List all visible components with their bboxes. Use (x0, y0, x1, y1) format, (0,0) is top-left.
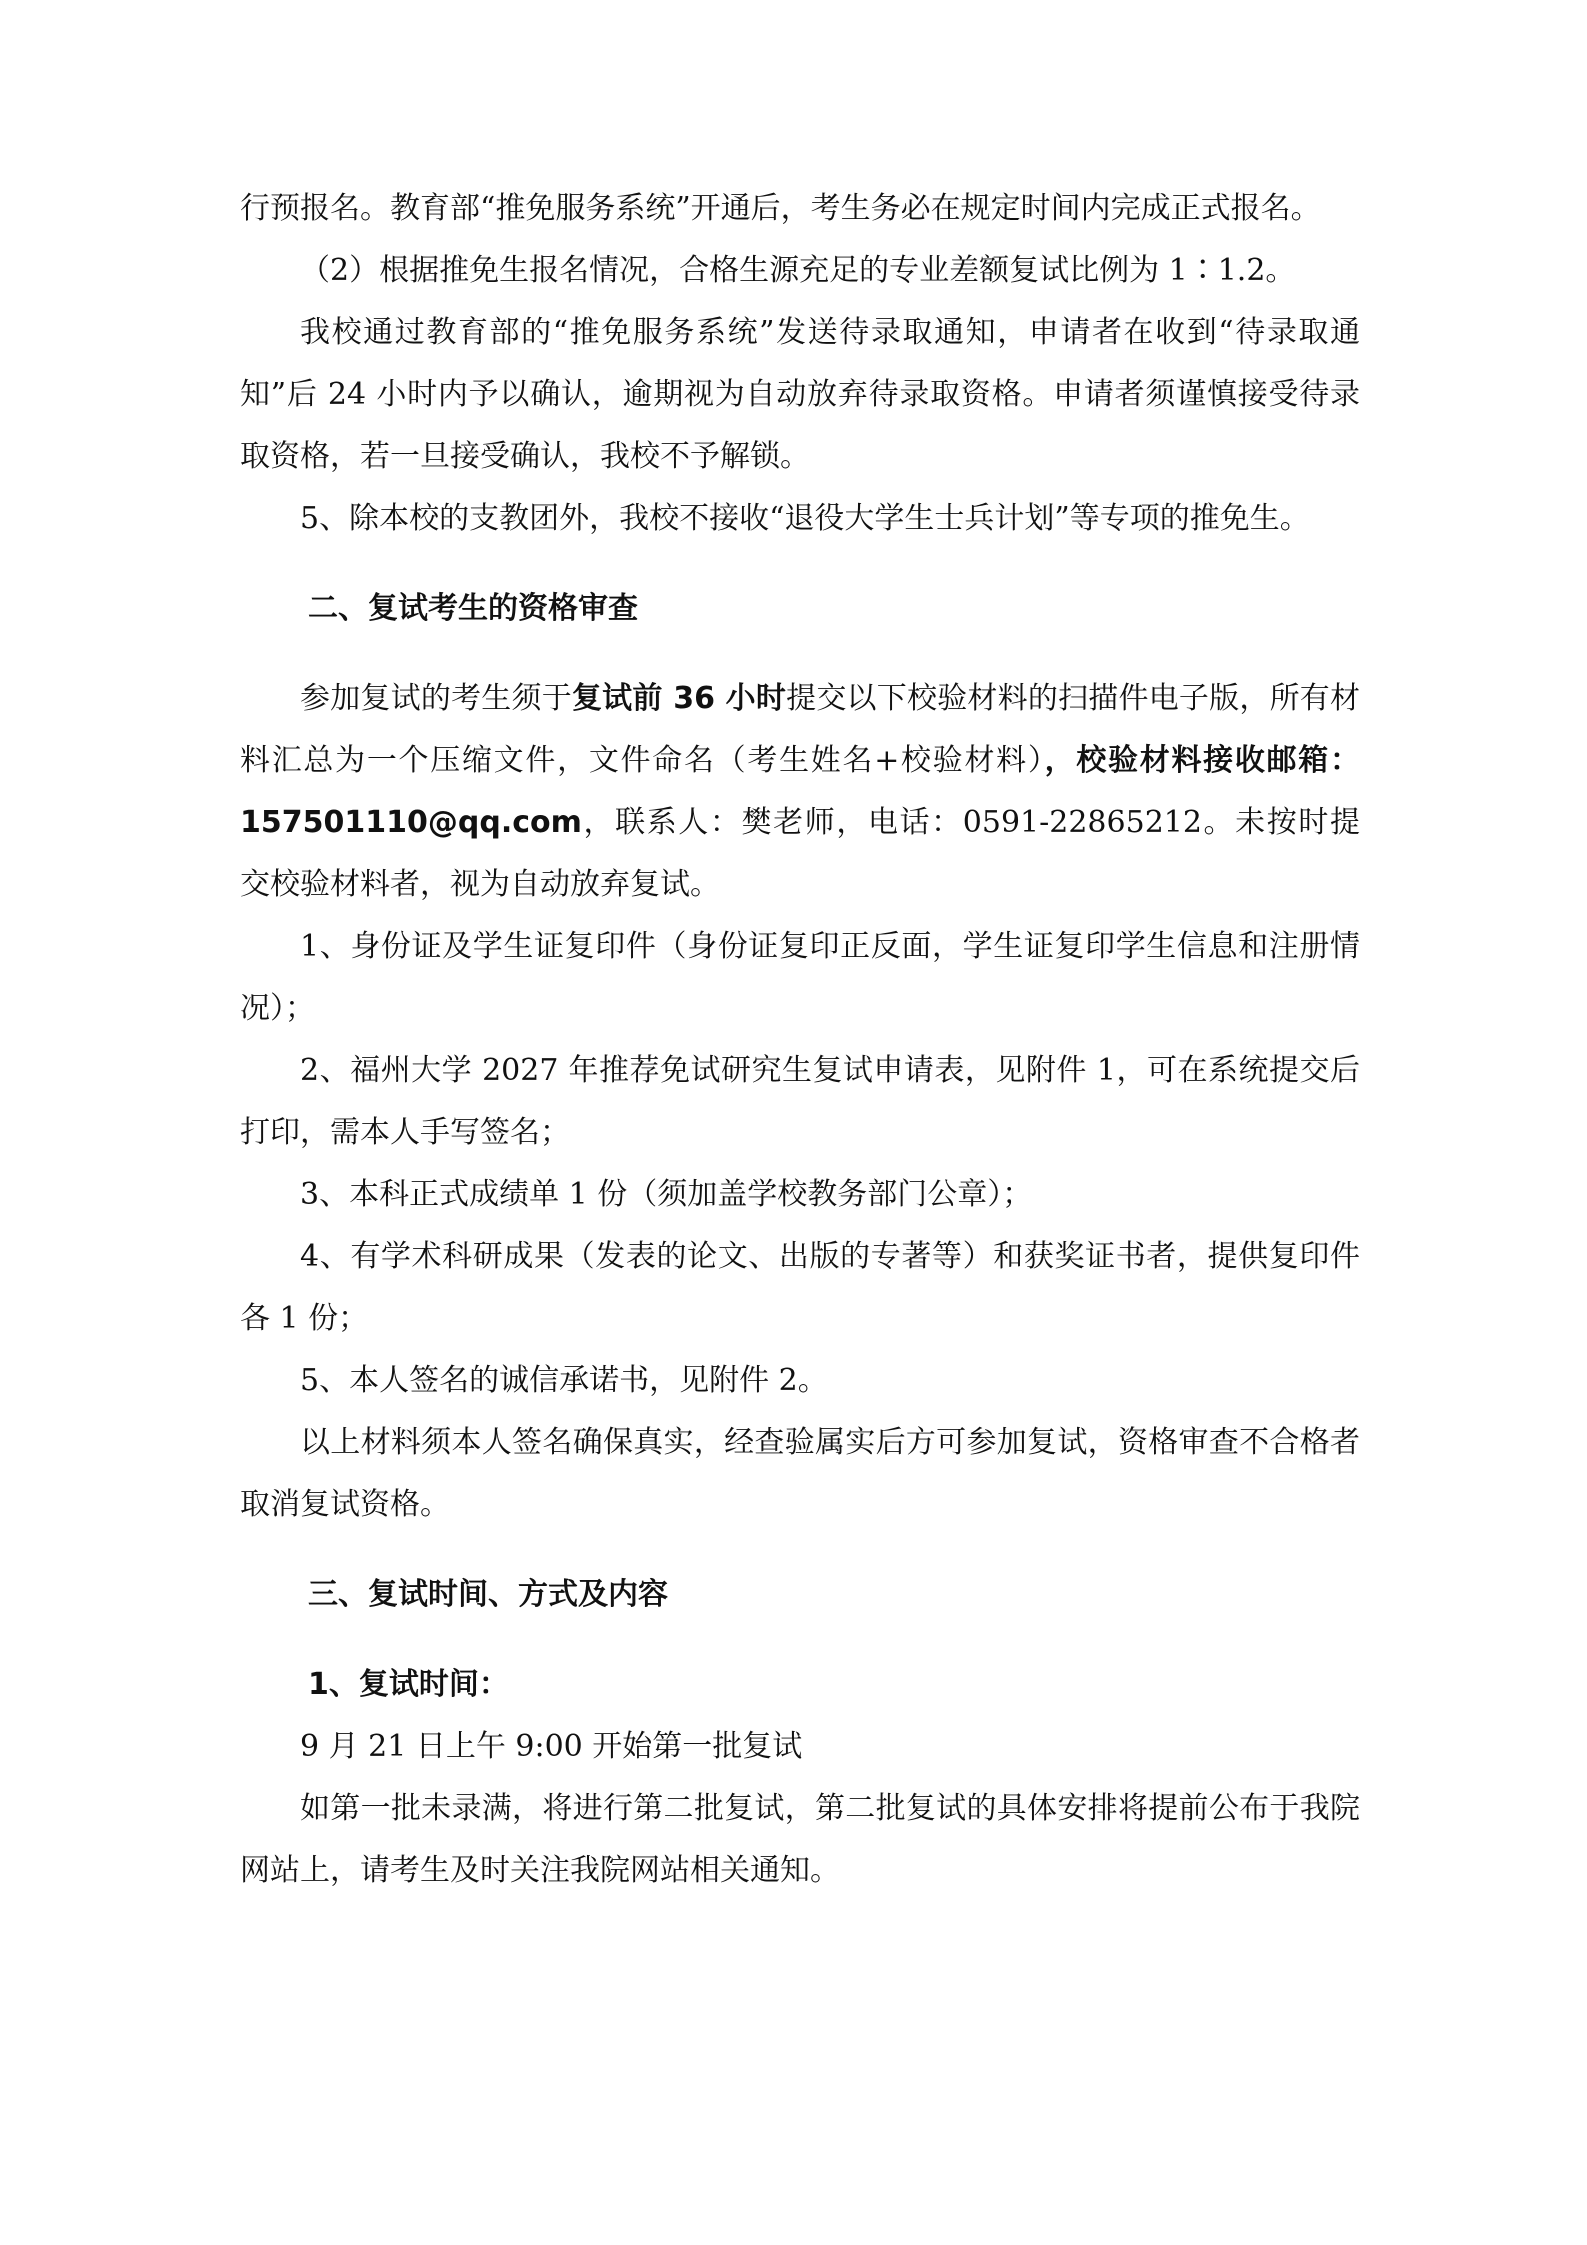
paragraph-admission-notice: 我校通过教育部的“推免服务系统”发送待录取通知，申请者在收到“待录取通知”后 24 小时内予以确认，逾期视为自动放弃待录取资格。申请者须谨慎接受待录取资格，若一旦接受确认，我校不予解锁。 (240, 315, 1360, 474)
section-2-closing: 以上材料须本人签名确保真实，经查验属实后方可参加复试，资格审查不合格者取消复试资格。 (240, 1425, 1360, 1522)
second-batch-paragraph: 如第一批未录满，将进行第二批复试，第二批复试的具体安排将提前公布于我院网站上，请考生及时关注我院网站相关通知。 (240, 1791, 1360, 1888)
section-3-sub1-heading: 1、复试时间： (308, 1667, 509, 1702)
intro-text-1: 参加复试的考生须于 (300, 681, 572, 716)
material-item-3: 3、本科正式成绩单 1 份（须加盖学校教务部门公章）； (300, 1177, 1033, 1212)
paragraph-interview-ratio: （2）根据推免生报名情况，合格生源充足的专业差额复试比例为 1∶1.2。 (300, 253, 1296, 288)
intro-text-5: ，联系人：樊老师，电话：0591-22865212。未按时提交校验材料者，视为自动放弃复试。 (240, 805, 1360, 902)
intro-email-bold: ，校验材料接收邮箱：157501110@qq.com (240, 743, 1361, 840)
material-item-4: 4、有学术科研成果（发表的论文、出版的专著等）和获奖证书者，提供复印件各 1 份； (240, 1239, 1360, 1336)
material-item-5: 5、本人签名的诚信承诺书，见附件 2。 (300, 1363, 828, 1398)
document-body (240, 178, 1360, 1902)
paragraph-continued-registration: 行预报名。教育部“推免服务系统”开通后，考生务必在规定时间内完成正式报名。 (240, 191, 1321, 226)
intro-text-3: 提交以下校验材料的扫描件电子版，所有材料汇总为一个压缩文件，文件命名（考生姓名+校验材料） (240, 681, 1361, 778)
material-item-2: 2、福州大学 2027 年推荐免试研究生复试申请表，见附件 1，可在系统提交后打印，需本人手写签名； (240, 1053, 1360, 1150)
intro-deadline-bold: 复试前 36 小时 (571, 681, 787, 716)
interview-time-line: 9 月 21 日上午 9:00 开始第一批复试 (300, 1729, 803, 1764)
section-2-intro (240, 668, 1360, 916)
paragraph-item-5-special-programs: 5、除本校的支教团外，我校不接收“退役大学生士兵计划”等专项的推免生。 (300, 501, 1310, 536)
material-item-1: 1、身份证及学生证复印件（身份证复印正反面，学生证复印学生信息和注册情况）； (240, 929, 1360, 1026)
section-2-heading: 二、复试考生的资格审查 (308, 591, 638, 626)
section-3-heading: 三、复试时间、方式及内容 (308, 1577, 668, 1612)
